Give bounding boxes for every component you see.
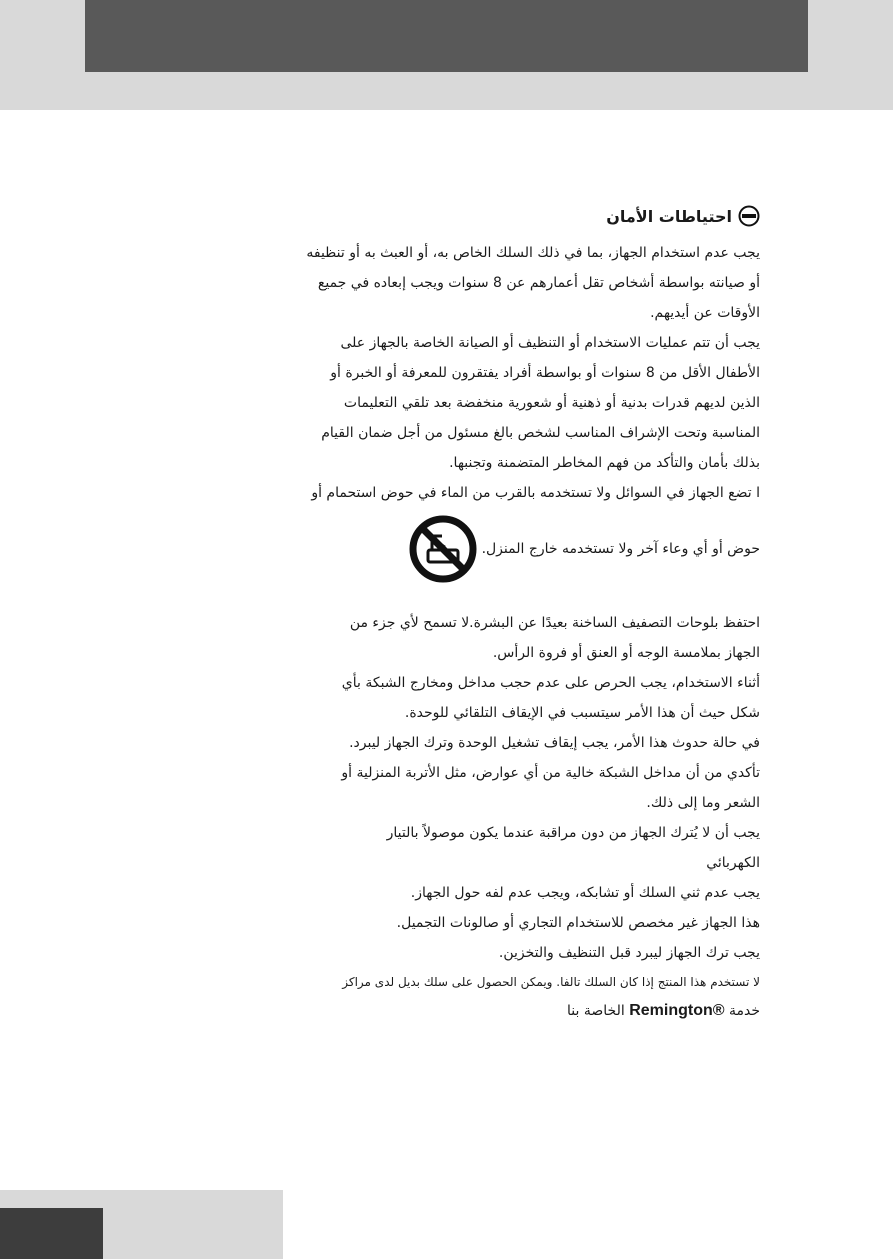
text-line: شكل حيث أن هذا الأمر سيتسبب في الإيقاف التلقائي للوحدة. (404, 705, 760, 721)
text-line: الجهاز بملامسة الوجه أو العنق أو فروة الرأس. (492, 645, 760, 661)
no-bathtub-icon (408, 514, 478, 584)
text-line: تأكدي من أن مداخل الشبكة خالية من أي عوارض، مثل الأتربة المنزلية أو (341, 765, 760, 781)
footer-note-prefix: خدمة (728, 1003, 760, 1019)
text-line: يجب عدم ثني السلك أو تشابكه، ويجب عدم لفه حول الجهاز. (410, 885, 760, 901)
text-line: المناسبة وتحت الإشراف المناسب لشخص بالغ مسئول من أجل ضمان القيام (321, 425, 760, 441)
section-heading (160, 198, 760, 234)
footer-note (160, 968, 760, 1026)
text-line: الأوقات عن أيديهم. (650, 305, 760, 321)
warning-circle-icon (738, 205, 760, 227)
brand-name: Remington® (629, 1002, 725, 1019)
text-line: الشعر وما إلى ذلك. (646, 795, 760, 811)
footer-note-line-1: لا تستخدم هذا المنتج إذا كان السلك تالفا. ويمكن الحصول على سلك بديل لدى مراكز (342, 975, 760, 989)
text-line: حوض أو أي وعاء آخر ولا تستخدمه خارج المنزل. (481, 541, 760, 557)
paragraph-block-2 (160, 608, 760, 968)
text-line: أو صيانته بواسطة أشخاص تقل أعمارهم عن 8 سنوات ويجب إبعاده في جميع (317, 275, 760, 291)
footer-note-line-2 (160, 996, 760, 1026)
text-line: بذلك بأمان والتأكد من فهم المخاطر المتضمنة وتجنبها. (449, 455, 760, 471)
section-title: احتياطات الأمان (606, 206, 732, 226)
safety-content (160, 198, 760, 1038)
text-line: يجب عدم استخدام الجهاز، بما في ذلك السلك الخاص به، أو العبث به أو تنظيفه (306, 245, 760, 261)
bathtub-warning-row (160, 508, 760, 590)
paragraph-block-1 (160, 238, 760, 508)
text-line: ا تضع الجهاز في السوائل ولا تستخدمه بالقرب من الماء في حوض استحمام أو (311, 485, 760, 501)
text-line: في حالة حدوث هذا الأمر، يجب إيقاف تشغيل الوحدة وترك الجهاز ليبرد. (349, 735, 760, 751)
text-line: الذين لديهم قدرات بدنية أو ذهنية أو شعورية منخفضة بعد تلقي التعليمات (343, 395, 760, 411)
text-line: يجب أن لا يُترك الجهاز من دون مراقبة عندما يكون موصولاً بالتيار (386, 825, 760, 841)
text-line: يجب ترك الجهاز ليبرد قبل التنظيف والتخزين. (498, 945, 760, 961)
header-bar (85, 0, 808, 72)
text-line: الأطفال الأقل من 8 سنوات أو بواسطة أفراد يفتقرون للمعرفة أو الخبرة أو (330, 365, 760, 381)
text-line: أثناء الاستخدام، يجب الحرص على عدم حجب مداخل ومخارج الشبكة بأي (341, 675, 760, 691)
footer-note-suffix: الخاصة بنا (567, 1003, 625, 1019)
text-line: هذا الجهاز غير مخصص للاستخدام التجاري أو صالونات التجميل. (396, 915, 760, 931)
text-line: يجب أن تتم عمليات الاستخدام أو التنظيف أو الصيانة الخاصة بالجهاز على (340, 335, 760, 351)
page-tab (0, 1208, 103, 1259)
text-line: احتفظ بلوحات التصفيف الساخنة بعيدًا عن البشرة.لا تسمح لأي جزء من (349, 615, 760, 631)
text-line: الكهربائي (706, 855, 760, 871)
